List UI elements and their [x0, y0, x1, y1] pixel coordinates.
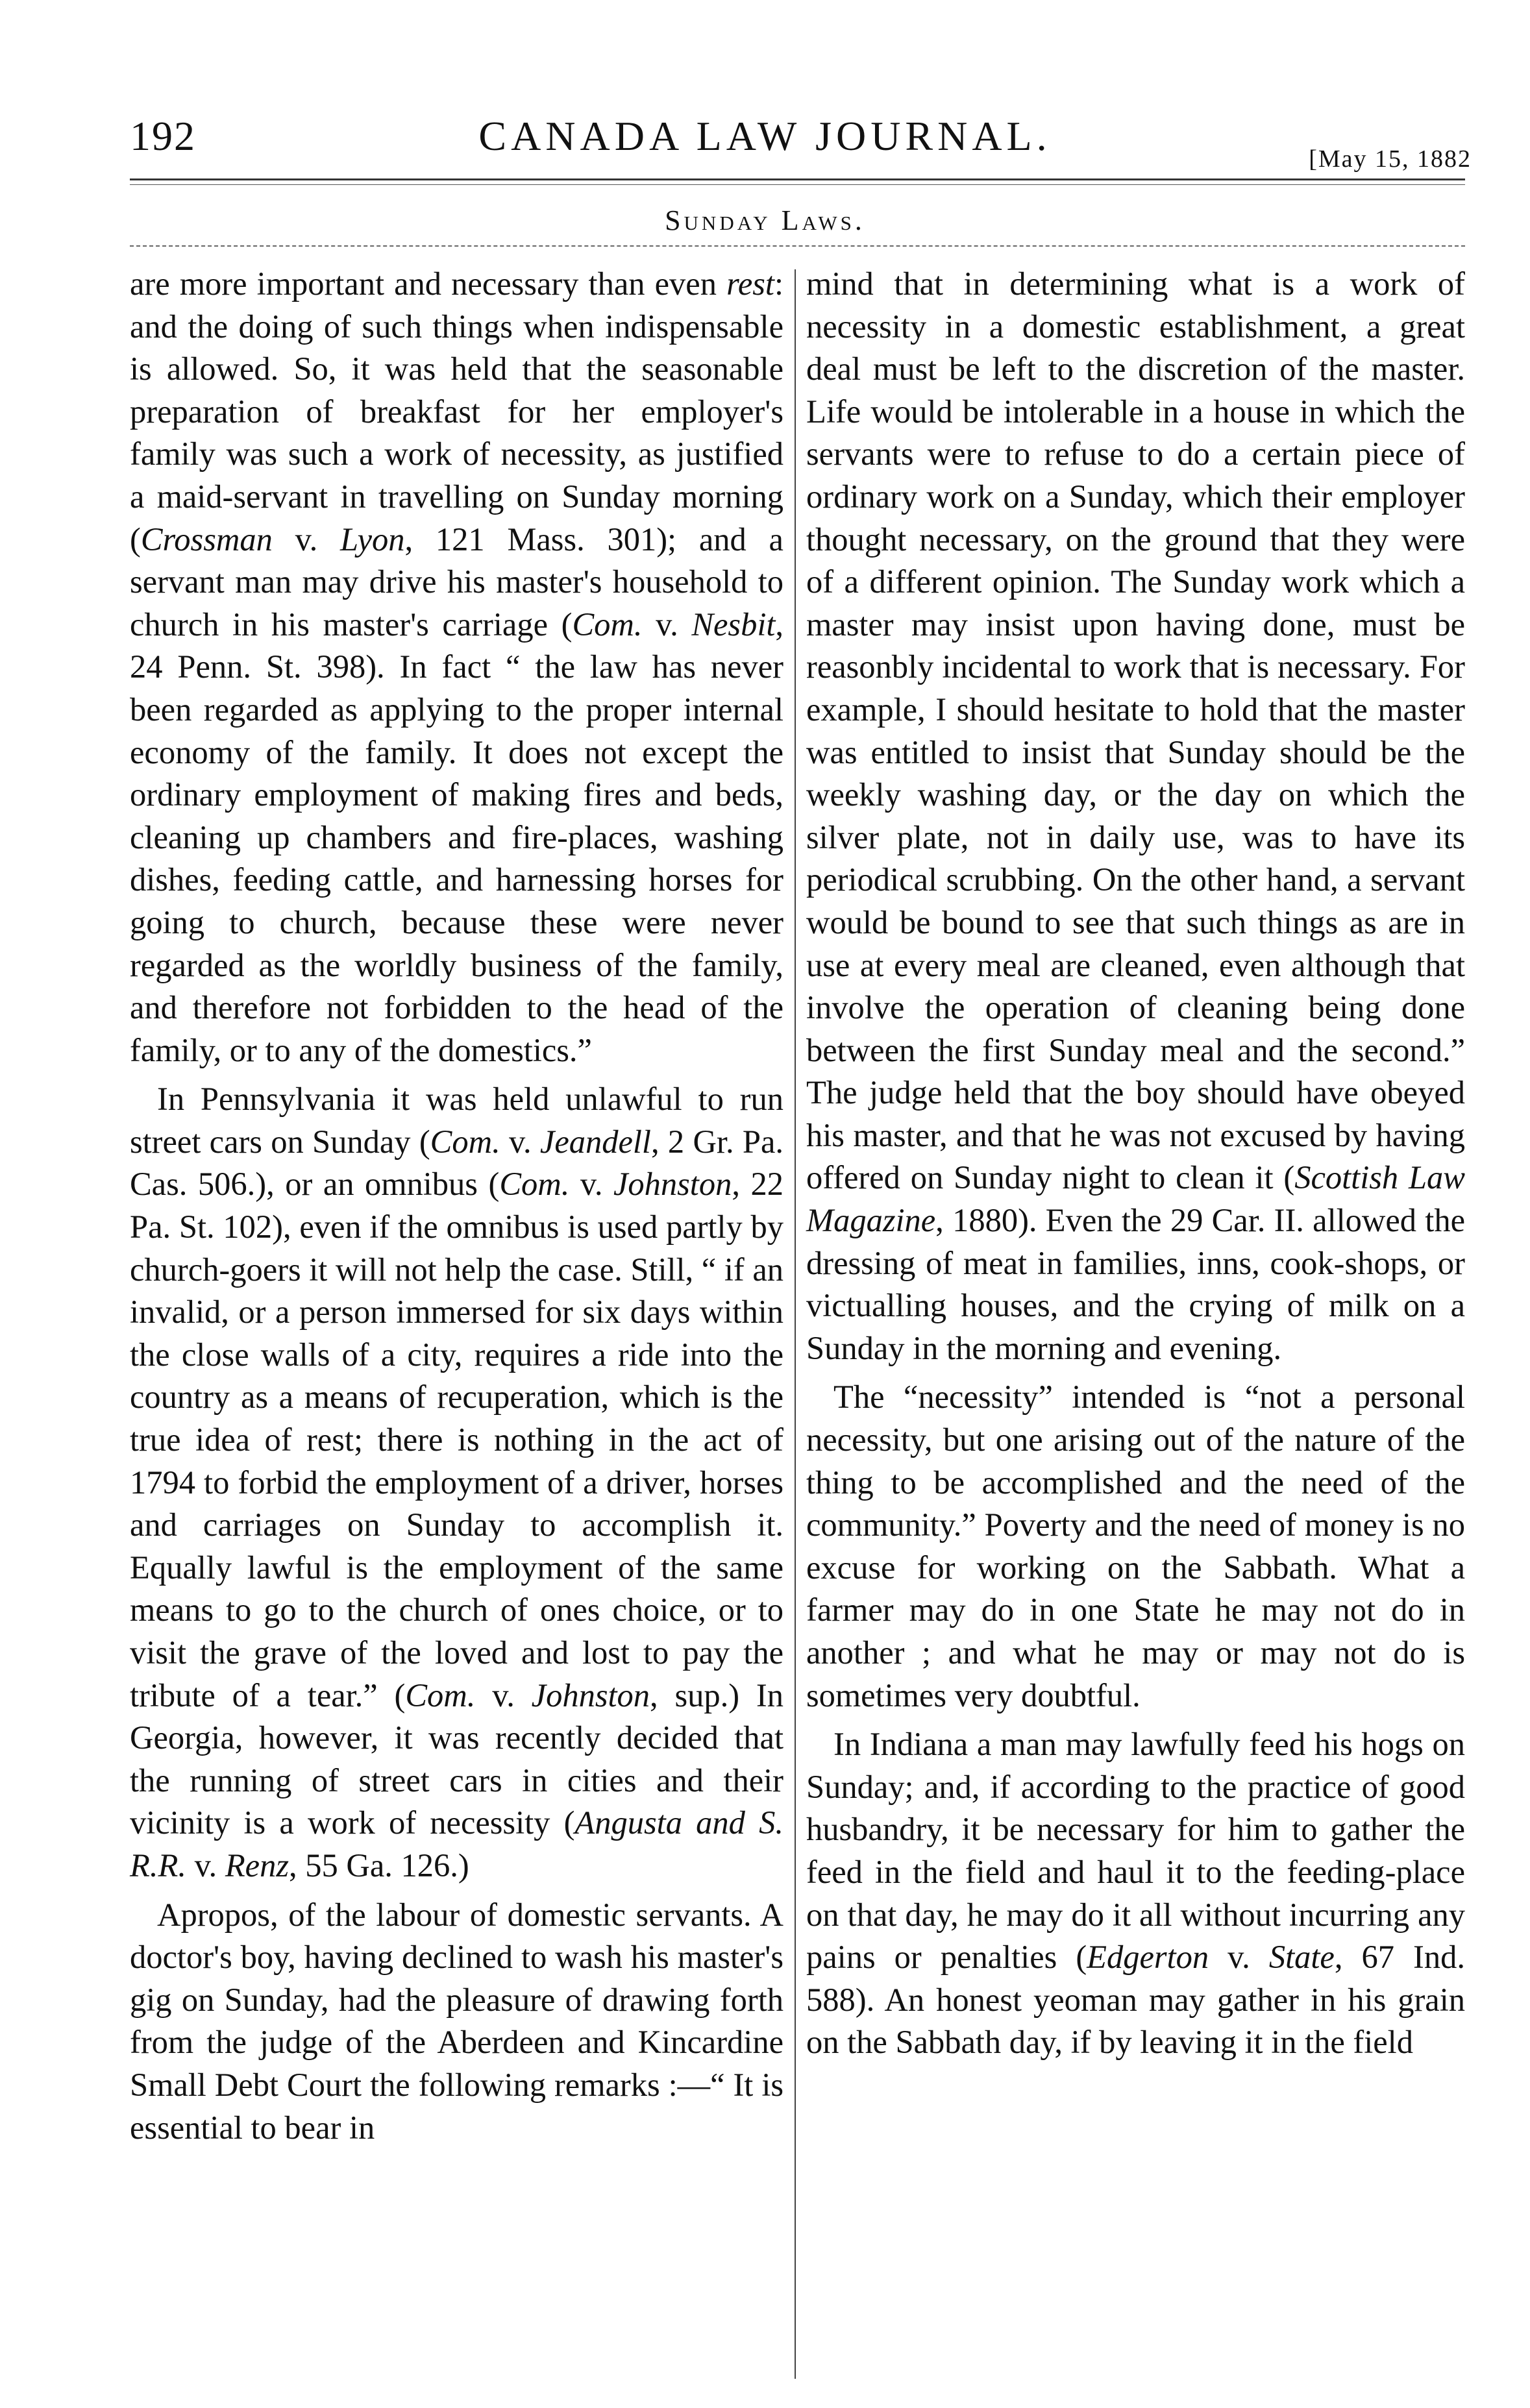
section-title: Sunday Laws. [665, 204, 865, 236]
header-rule [130, 178, 1465, 180]
section-rule [130, 245, 1465, 247]
header-rule-thin [130, 184, 1465, 185]
paragraph: are more important and necessary than even rest: and the doing of such things when indispensable is allowed. So, it was held that the seasonable preparation of breakfast for her employer's family was such a work of necessity, as justified a maid-servant in travelling on Sunday morning (Crossman v. Lyon, 121 Mass. 301); and a servant man may drive his master's household to church in his master's carriage (Com. v. Nesbit, 24 Penn. St. 398). In fact “ the law has never been regarded as applying to the proper internal economy of the family. It does not except the ordinary employment of making fires and beds, cleaning up chambers and fire-places, washing dishes, feeding cattle, and harnessing horses for going to church, because these were never regarded as the worldly business of the family, and therefore not forbidden to the head of the family, or to any of the domestics.” [130, 265, 784, 1068]
paragraph: Apropos, of the labour of domestic servants. A doctor's boy, having declined to wash his master's gig on Sunday, had the pleasure of drawing forth from the judge of the Aberdeen and Kincardine Small Debt Court the following remarks :—“ It is essential to bear in [130, 1896, 784, 2146]
issue-date: [May 15, 1882 [1309, 145, 1472, 173]
paragraph: In Indiana a man may lawfully feed his hogs on Sunday; and, if according to the practice of good husbandry, it be necessary for him to gather the feed in the field and haul it to the feeding-place on that day, he may do it all without incurring any pains or penalties (Edgerton v. State, 67 Ind. 588). An honest yeoman may gather in his grain on the Sabbath day, if by leaving it in the field [806, 1726, 1465, 2061]
paragraph: mind that in determining what is a work of necessity in a domestic establishment, a great deal must be left to the discretion of the master. Life would be intolerable in a house in which the servants were to refuse to do a certain piece of ordinary work on a Sunday, which their employer thought necessary, on the ground that they were of a different opinion. The Sunday work which a master may insist upon having done, must be reasonbly incidental to work that is necessary. For example, I should hesitate to hold that the master was entitled to insist that Sunday should be the weekly washing day, or the day on which the silver plate, not in daily use, was to have its periodical scrubbing. On the other hand, a servant would be bound to see that such things as are in use at every meal are cleaned, even although that involve the operation of cleaning being done between the first Sunday meal and the second.” The judge held that the boy should have obeyed his master, and that he was not excused by having offered on Sunday night to clean it (Scottish Law Magazine, 1880). Even the 29 Car. II. allowed the dressing of meat in families, inns, cook-shops, or victualling houses, and the crying of milk on a Sunday in the morning and evening. [806, 265, 1465, 1366]
column-divider [795, 269, 796, 2379]
paragraph: In Pennsylvania it was held unlawful to run street cars on Sunday (Com. v. Jeandell, 2 Gr. Pa. Cas. 506.), or an omnibus (Com. v. Johnston, 22 Pa. St. 102), even if the omnibus is used partly by church-goers it will not help the case. Still, “ if an invalid, or a person immersed for six days within the close walls of a city, requires a ride into the country as a means of recuperation, which is the true idea of rest; there is nothing in the act of 1794 to forbid the employment of a driver, horses and carriages on Sunday to accomplish it. Equally lawful is the employment of the same means to go to the church of ones choice, or to visit the grave of the loved and lost to pay the tribute of a tear.” (Com. v. Johnston, sup.) In Georgia, however, it was recently decided that the running of street cars in cities and their vicinity is a work of necessity (Angusta and S. R.R. v. Renz, 55 Ga. 126.) [130, 1081, 784, 1884]
right-column [806, 263, 1465, 2379]
left-column [130, 263, 784, 2379]
journal-title: CANADA LAW JOURNAL. [478, 113, 1052, 159]
paragraph: The “necessity” intended is “not a personal necessity, but one arising out of the nature of the thing to be accomplished and the need of the community.” Poverty and the need of money is no excuse for working on the Sabbath. What a farmer may do in one State he may not do in another ; and what he may or may not do is sometimes very doubtful. [806, 1379, 1465, 1714]
page-number: 192 [130, 113, 196, 159]
